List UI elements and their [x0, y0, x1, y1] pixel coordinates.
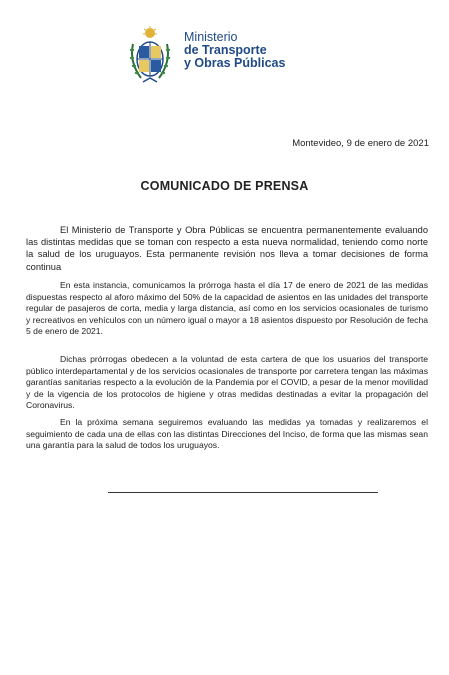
- ministry-name-line-2: de Transporte: [184, 43, 267, 57]
- signature-divider: [108, 492, 378, 493]
- paragraph-1: El Ministerio de Transporte y Obra Públicas se encuentra permanentemente evaluando las distintas medidas que se toman con respecto a esta nueva normalidad, teniendo como norte la salud de los uruguayos. Esta permanente revisión nos lleva a tomar decisiones de forma continua: [26, 225, 428, 272]
- paragraph-4: En la próxima semana seguiremos evaluando las medidas ya tomadas y realizaremos el seguimiento de cada una de ellas con las distintas Direcciones del Inciso, de forma que las mismas sean una garantía para la salud de todos los uruguayos.: [26, 417, 428, 451]
- paragraph-2: En esta instancia, comunicamos la prórroga hasta el día 17 de enero de 2021 de las medidas dispuestas respecto al aforo máximo del 50% de la capacidad de asientos en las unidades del transporte regular de pasajeros de corta, media y larga distancia, así como en los servicios ocasionales de turismo y recreativos en vehículos con un número igual o mayor a 18 asientos dispuesto por Resolución de fecha 5 de enero de 2021.: [26, 280, 428, 337]
- coat-of-arms-icon: [127, 26, 173, 84]
- ministry-name-line-1: Ministerio: [184, 30, 238, 44]
- ministry-header: [127, 26, 327, 86]
- document-date: Montevideo, 9 de enero de 2021: [292, 138, 429, 149]
- ministry-name: [184, 31, 285, 70]
- document-title: COMUNICADO DE PRENSA: [140, 179, 309, 193]
- ministry-name-line-3: y Obras Públicas: [184, 56, 286, 70]
- paragraph-3: Dichas prórrogas obedecen a la voluntad de esta cartera de que los usuarios del transporte público interdepartamental y de los servicios ocasionales de transporte por carretera tengan las máximas garantías sanitarias respecto a la evolución de la Pandemia por el COVID, a pesar de la menor movilidad y de la vigencia de los protocolos de higiene y otras medidas destinadas a evitar la propagación del Coronavirus.: [26, 354, 428, 411]
